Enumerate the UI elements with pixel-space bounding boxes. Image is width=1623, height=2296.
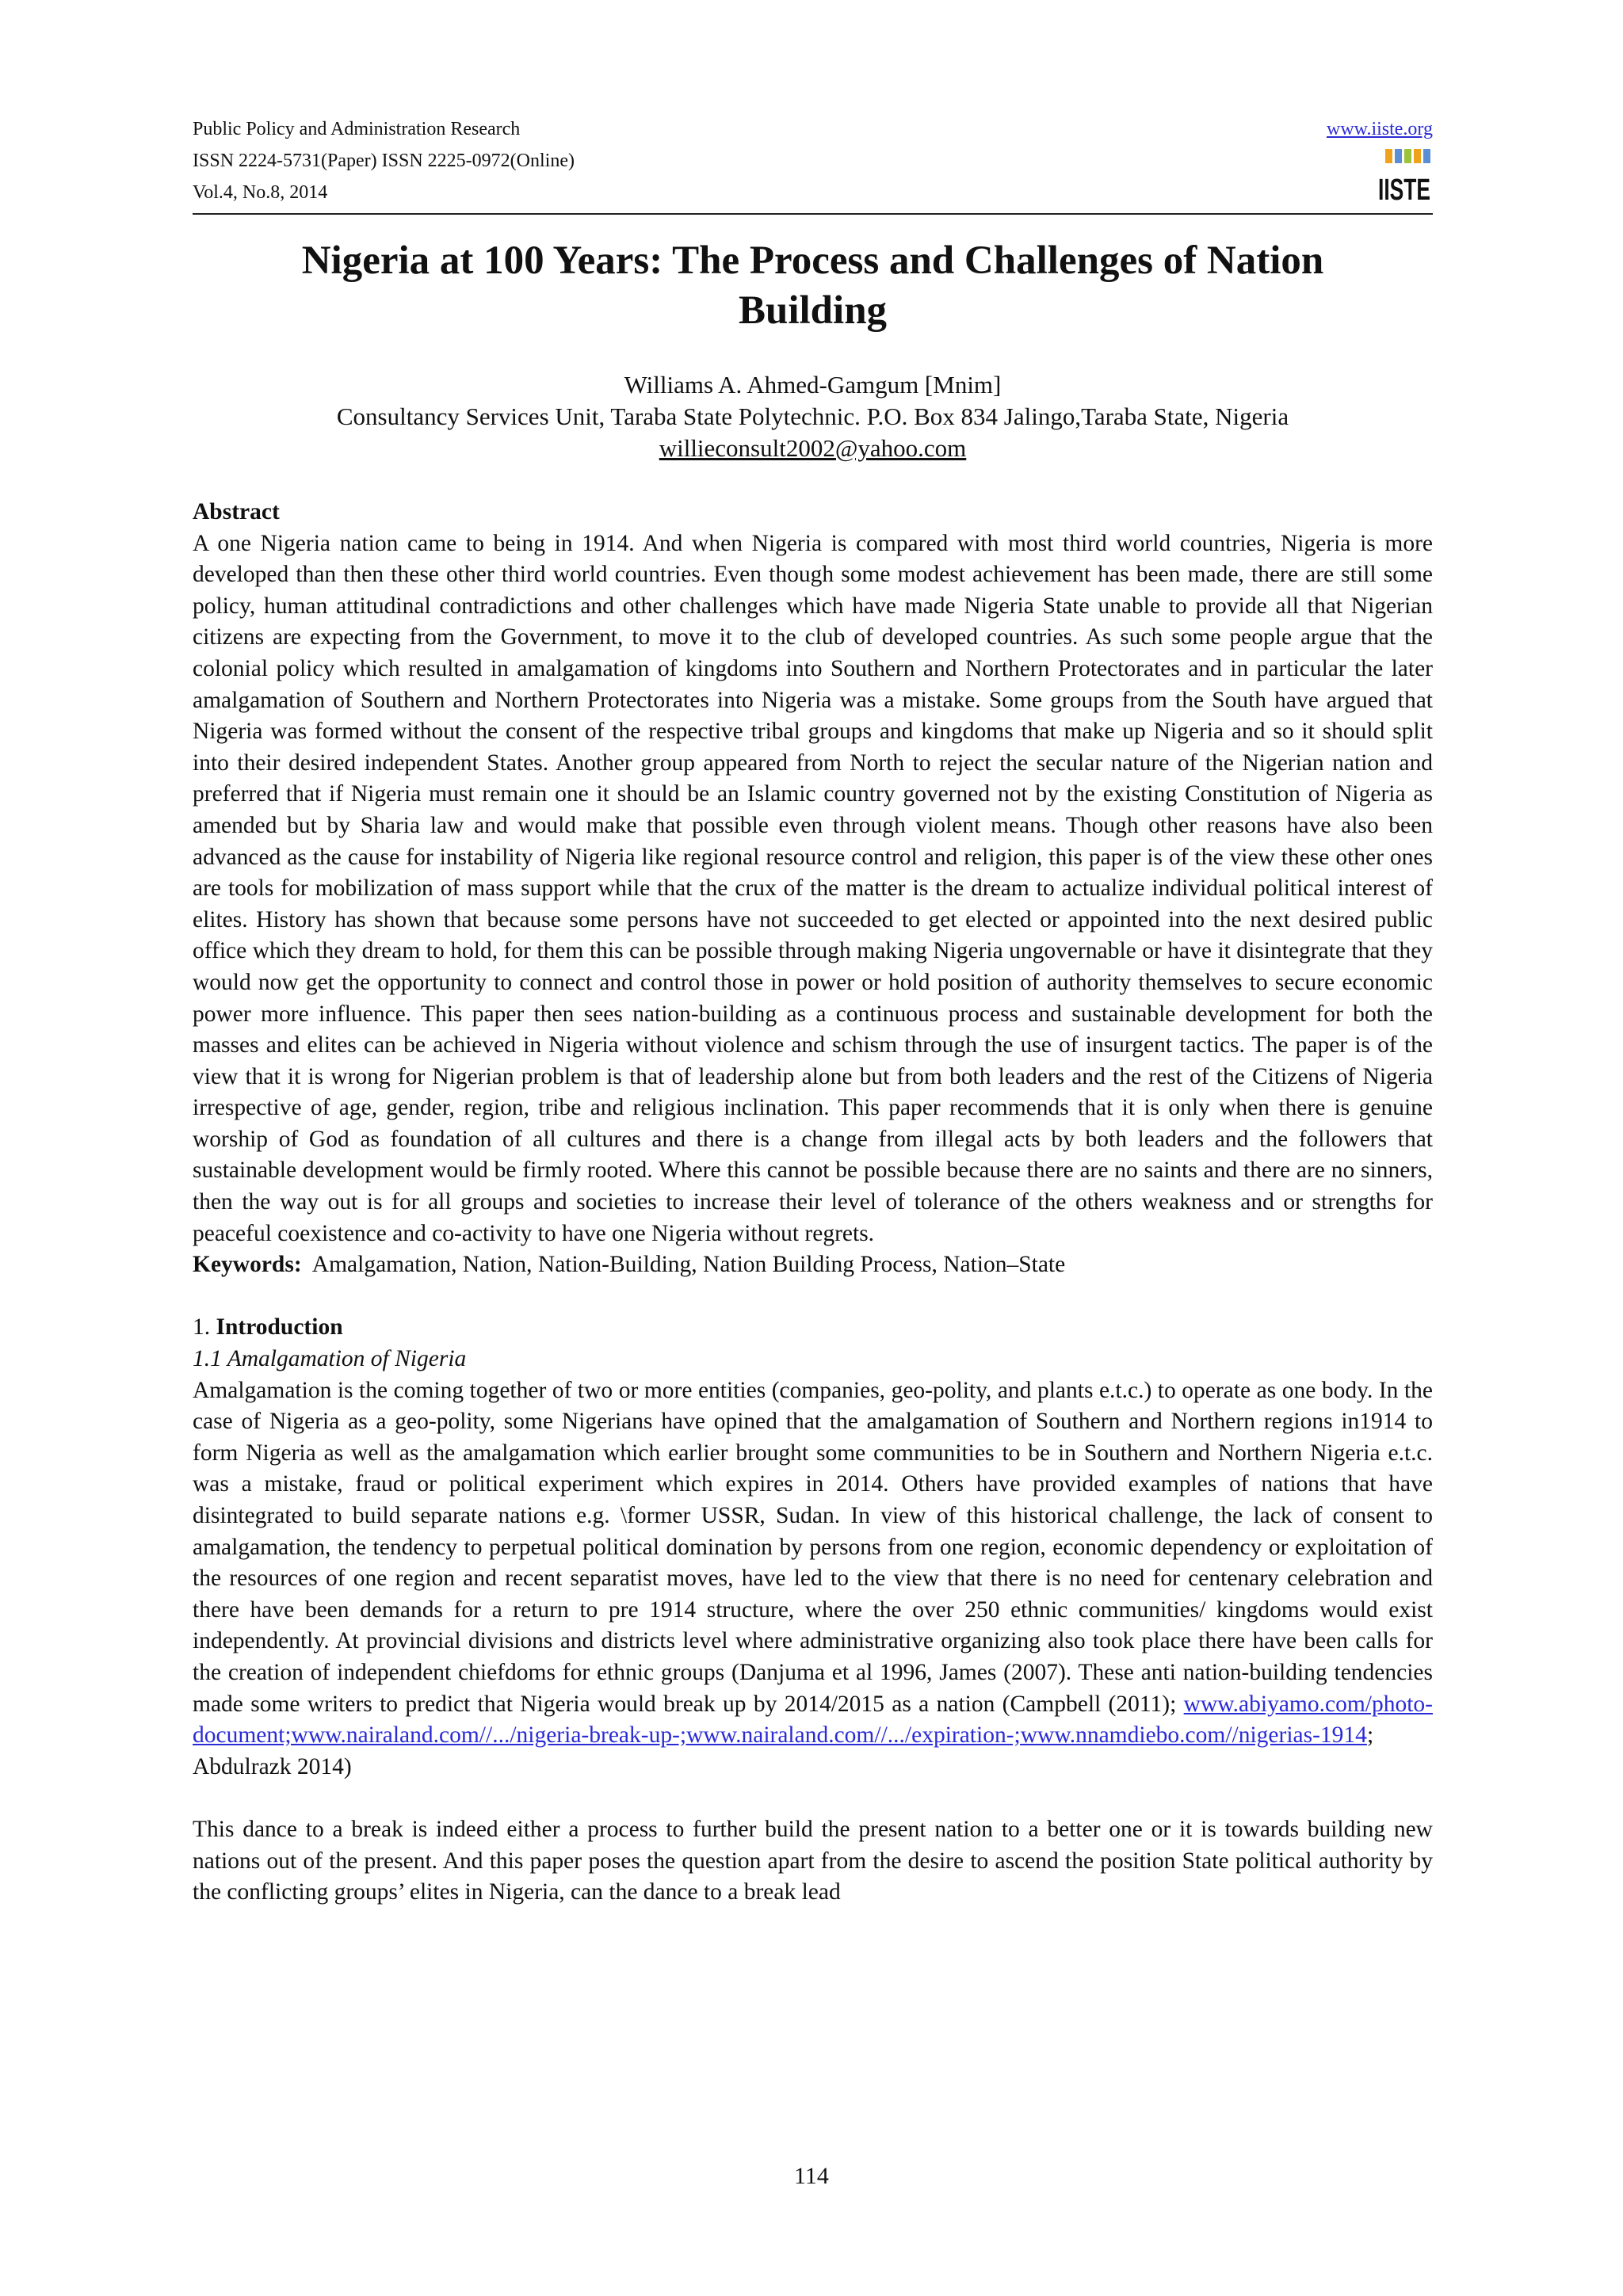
journal-website-link[interactable]: www.iiste.org [1327,119,1433,139]
header-rule [193,213,1433,215]
intro-paragraph-2: This dance to a break is indeed either a process to further build the present nation to a better one or it is towards building new nations out of the present. And this paper poses the question apart from the desire to ascend the position State political authority by the conflicting groups’ elites in Nigeria, can the dance to a break lead [193,1816,1433,1905]
journal-issn: ISSN 2224-5731(Paper) ISSN 2225-0972(Online) [193,151,575,171]
paper-title: Nigeria at 100 Years: The Process and Challenges of Nation Building [301,238,1324,333]
iiste-logo [1377,147,1431,207]
abstract-heading: Abstract [193,499,280,524]
paper-body [193,497,1433,1909]
author-email-link[interactable]: willieconsult2002@yahoo.com [659,434,967,462]
author-block [193,369,1433,464]
subsection-heading: 1.1 Amalgamation of Nigeria [193,1346,467,1372]
page-number: 114 [794,2163,829,2189]
journal-name: Public Policy and Administration Research [193,119,521,139]
svg-text:IISTE: IISTE [1378,174,1430,207]
reference-links[interactable]: www.abiyamo.com/photo-document;www.nairaland.com//.../nigeria-break-up-;www.nairaland.com//.../expiration-;www.nnamdiebo.com//nigerias-1914 [193,1691,1433,1749]
abstract-text: A one Nigeria nation came to being in 1914. And when Nigeria is compared with most third world countries, Nigeria is more developed than then these other third world countries. Even though some modest achievement has been made, there are still some policy, human attitudinal contradictions and other challenges which have made Nigeria State unable to provide all that Nigerian citizens are expecting from the Government, to move it to the club of developed countries. As such some people argue that the colonial policy which resulted in amalgamation of kingdoms into Southern and Northern Protectorates and in particular the later amalgamation of Southern and Northern Protectorates into Nigeria was a mistake. Some groups from the South have argued that Nigeria was formed without the consent of the respective tribal groups and kingdoms that make up Nigeria and so it should split into their desired independent States. Another group appeared from North to reject the secular nature of the Nigerian nation and preferred that if Nigeria must remain one it should be an Islamic country governed not by the existing Constitution of Nigeria as amended but by Sharia law and would make that possible even through violent means. Though other reasons have also been advanced as the cause for instability of Nigeria like regional resource control and religion, this paper is of the view these other ones are tools for mobilization of mass support while that the crux of the matter is the dream to actualize individual political interest of elites. History has shown that because some persons have not succeeded to get elected or appointed into the next desired public office which they dream to hold, for them this can be possible through making Nigeria ungovernable or have it disintegrate that they would now get the opportunity to connect and control those in power or hold position of authority themselves to secure economic power more influence. This paper then sees nation-building as a continuous process and sustainable development for both the masses and elites can be achieved in Nigeria without violence and schism through the use of insurgent tactics. The paper is of the view that it is wrong for Nigerian problem is that of leadership alone but from both leaders and the rest of the Citizens of Nigeria irrespective of age, gender, region, tribe and religious inclination. This paper recommends that it is only when there is genuine worship of God as foundation of all cultures and there is a change from illegal acts by both leaders and the followers that sustainable development would be firmly rooted. Where this cannot be possible because there are no saints and there are no sinners, then the way out is for all groups and societies to increase their level of tolerance of the others weakness and or strengths for peaceful coexistence and co-activity to have one Nigeria without regrets. [193,530,1433,1246]
journal-volume: Vol.4, No.8, 2014 [193,182,328,203]
keywords-line [193,1249,1433,1281]
section-heading: 1. Introduction [193,1314,343,1341]
keywords-text: Amalgamation, Nation, Nation-Building, Nation Building Process, Nation–State [311,1252,1066,1278]
journal-header [193,113,575,208]
keywords-label: Keywords: [193,1252,302,1278]
author-name: Williams A. Ahmed-Gamgum [Mnim] [624,371,1002,399]
author-affiliation: Consultancy Services Unit, Taraba State Polytechnic. P.O. Box 834 Jalingo,Taraba State, Nigeria [336,402,1289,430]
intro-paragraph-1: Amalgamation is the coming together of two or more entities (companies, geo-polity, and plants e.t.c.) to operate as one body. In the case of Nigeria as a geo-polity, some Nigerians have opined that the amalgamation of Southern and Northern regions in1914 to form Nigeria as well as the amalgamation which earlier brought some communities to be in Southern and Northern Nigeria e.t.c. was a mistake, fraud or political experiment which expires in 2014. Others have provided examples of nations that have disintegrated to build separate nations e.g. \former USSR, Sudan. In view of this historical challenge, the lack of consent to amalgamation, the tendency to perpetual political domination by persons from one region, economic dependency or exploitation of the resources of one region and recent separatist moves, have led to the view that there is no need for centenary celebration and there have been demands for a return to pre 1914 structure, where the over 250 ethnic communities/ kingdoms would exist independently. At provincial divisions and districts level where administrative organizing also took place there have been calls for the creation of independent chiefdoms for ethnic groups (Danjuma et al 1996, James (2007). These anti nation-building tendencies made some writers to predict that Nigeria would break up by 2014/2015 as a nation (Campbell (2011); www.abiyamo.com/photo-document;www.nairaland.com//.../nigeria-break-up-;www.nairaland.com//.../expiration-;www.nnamdiebo.com//nigerias-1914; Abdulrazk 2014) [193,1377,1433,1779]
